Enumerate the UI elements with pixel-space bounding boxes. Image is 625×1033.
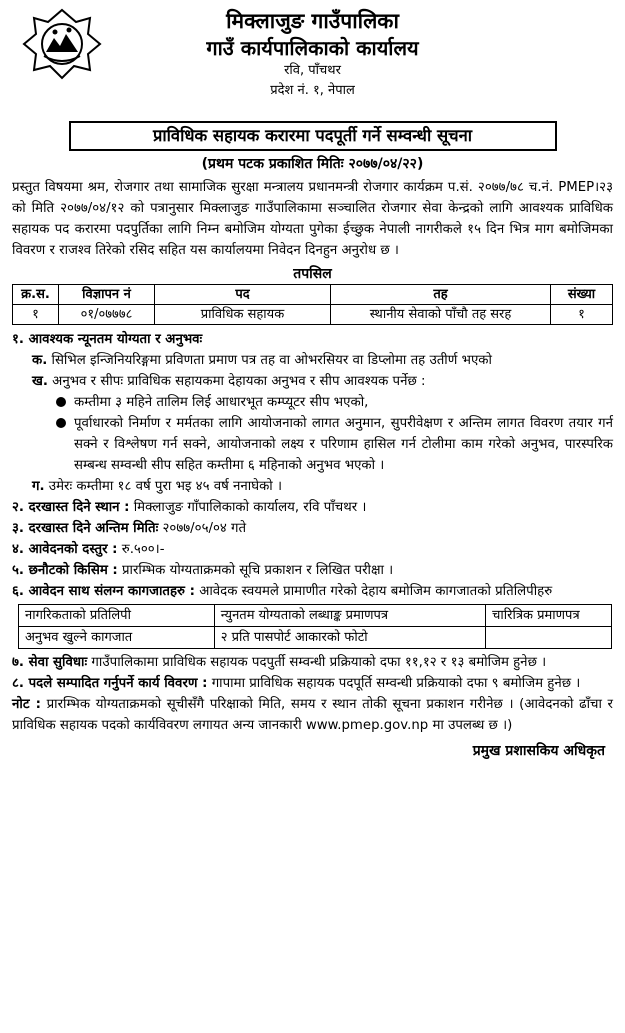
section-selection — [12, 560, 613, 581]
section-2-label: २. दरखास्त दिने स्थान : — [12, 500, 130, 515]
item-label-kha: ख. — [32, 374, 48, 389]
cell-serial: १ — [13, 305, 59, 325]
section-6-text: आवेदक स्वयमले प्रामाणीत गरेको देहाय बमोजिम कागजातको प्रतिलिपीहरु — [199, 584, 553, 599]
section-1-title: १. आवश्यक न्यूनतम योग्यता र अनुभवः — [12, 332, 203, 347]
col-serial: क्र.स. — [13, 285, 59, 305]
section-8-label: ८. पदले सम्पादित गर्नुपर्ने कार्य विवरण : — [12, 676, 208, 691]
bullet-icon — [56, 397, 66, 407]
section-application-place — [12, 497, 613, 518]
section-documents — [12, 581, 613, 602]
org-name: मिक्लाजुङ गाउँपालिका — [226, 9, 399, 33]
section-5-text: प्रारम्भिक योग्यताक्रमको सूचि प्रकाशन र लिखित परीक्षा । — [121, 563, 394, 578]
office-location: रवि, पाँचथर — [284, 63, 341, 78]
note — [12, 694, 613, 736]
documents-table — [18, 604, 612, 649]
doc-cell: २ प्रति पासपोर्ट आकारको फोटो — [214, 627, 485, 649]
cell-count: १ — [551, 305, 613, 325]
section-3-label: ३. दरखास्त दिने अन्तिम मितिः — [12, 521, 159, 536]
item-label-ga: ग. — [32, 479, 45, 494]
vacancy-table-header — [13, 285, 613, 305]
section-5-label: ५. छनौटको किसिम : — [12, 563, 118, 578]
item-text-ka: सिभिल इन्जिनियरिङ्गमा प्रविणता प्रमाण पत्र तह वा ओभरसियर वा डिप्लोमा तह उतीर्ण भएको — [51, 353, 492, 368]
signatory-title: प्रमुख प्रशासकिय अधिकृत — [472, 743, 605, 759]
col-post: पद — [155, 285, 331, 305]
section-2-text: मिक्लाजुङ गाँपालिकाको कार्यालय, रवि पाँचथर । — [133, 500, 367, 515]
section-7-text: गाउँपालिकामा प्राविधिक सहायक पदपुर्ती सम्वन्धी प्रक्रियाको दफा ११,१२ र १३ बमोजिम हुनेछ । — [91, 655, 547, 670]
notice-title: प्राविधिक सहायक करारमा पदपूर्ती गर्ने सम्वन्धी सूचना — [69, 121, 557, 151]
doc-cell — [486, 627, 612, 649]
doc-cell: नागरिकताको प्रतिलिपी — [19, 605, 215, 627]
note-text: प्रारम्भिक योग्यताक्रमको सूचीसँगै परिक्षाको मिति, समय र स्थान तोकी सूचना प्रकाशन गरीनेछ । (आवेदनको ढाँचा र प्राविधिक सहायक पदको कार्यविवरण लगायत अन्य जानकारी www.pmep.gov.np मा उपलब्ध छ ।) — [12, 697, 613, 733]
section-7-label: ७. सेवा सुविधाः — [12, 655, 88, 670]
cell-ad-number: ०१/०७७७८ — [59, 305, 155, 325]
col-level: तह — [331, 285, 551, 305]
doc-cell: चारित्रिक प्रमाणपत्र — [486, 605, 612, 627]
doc-cell: न्युनतम योग्यताको लब्धाङ्क प्रमाणपत्र — [214, 605, 485, 627]
intro-paragraph: प्रस्तुत विषयमा श्रम, रोजगार तथा सामाजिक सुरक्षा मन्त्रालय प्रधानमन्त्री रोजगार कार्यक्रम प.सं. २०७७/७८ च.नं. PMEP।२३ को मिति २०७७/०४/१२ को पत्रानुसार मिक्लाजुङ गाउँपालिकामा सञ्चालित रोजगार सेवा केन्द्रको लागि आवश्यक प्राविधिक सहायक पद करारमा पदपुर्तिका लागि निम्न बमोजिम योग्यता पुगेका ईच्छुक नेपाली नागरीकले १५ दिन भित्र माग बमोजिमका विवरण र राजश्व तिरेको रसिद सहित यस कार्यालयमा निवेदन दिनहुन अनुरोध छ । — [12, 180, 613, 258]
office-province: प्रदेश नं. १, नेपाल — [270, 83, 355, 98]
qualification-kha — [12, 371, 613, 392]
qualification-ga — [12, 476, 613, 497]
table-row — [13, 305, 613, 325]
table-row — [19, 605, 612, 627]
section-qualification — [12, 329, 613, 497]
section-4-text: रु.५००।- — [121, 542, 165, 557]
office-name: गाउँ कार्यपालिकाको कार्यालय — [206, 36, 419, 60]
section-8-text: गापामा प्राविधिक सहायक पदपूर्ति सम्वन्धी प्रक्रियाको दफा ९ बमोजिम हुनेछ । — [211, 676, 581, 691]
note-label: नोट : — [12, 697, 41, 712]
section-deadline — [12, 518, 613, 539]
item-text-kha: अनुभव र सीपः प्राविधिक सहायकमा देहायका अनुभव र सीप आवश्यक पर्नेछ : — [52, 374, 426, 389]
list-item — [12, 392, 613, 413]
bullet-icon — [56, 418, 66, 428]
publish-date: (प्रथम पटक प्रकाशित मितिः २०७७/०४/२२) — [201, 156, 424, 172]
section-benefits — [12, 652, 613, 673]
item-text-ga: उमेरः कम्तीमा १८ वर्ष पुरा भइ ४५ वर्ष ननाघेको । — [48, 479, 283, 494]
section-3-text: २०७७/०५/०४ गते — [162, 521, 247, 536]
col-count: संख्या — [551, 285, 613, 305]
table-row — [19, 627, 612, 649]
col-ad-number: विज्ञापन नं — [59, 285, 155, 305]
vacancy-table — [12, 284, 613, 325]
list-item — [12, 413, 613, 476]
bullet-text-1: कम्तीमा ३ महिने तालिम लिई आधारभूत कम्प्यूटर सीप भएको, — [74, 395, 369, 410]
section-job-description — [12, 673, 613, 694]
table-label: तपसिल — [293, 266, 332, 282]
qualification-ka — [12, 350, 613, 371]
nepal-emblem-icon — [20, 8, 104, 80]
bullet-text-2: पूर्वाधारको निर्माण र मर्मतका लागि आयोजनाको लागत अनुमान, सुपरीवेक्षण र अन्तिम लागत विवरण तयार गर्न सक्ने र विश्लेषण गर्न सक्ने, आयोजनाको लक्ष्य र परिणाम हासिल गर्न टोलीमा काम गरेको अनुभव, पारस्परिक सम्बन्ध सम्वन्धी सीप सहित कम्तीमा ६ महिनाको अनुभव भएको । — [74, 416, 613, 473]
item-label-ka: क. — [32, 353, 48, 368]
doc-cell: अनुभव खुल्ने कागजात — [19, 627, 215, 649]
cell-post: प्राविधिक सहायक — [155, 305, 331, 325]
section-4-label: ४. आवेदनको दस्तुर : — [12, 542, 118, 557]
section-fee — [12, 539, 613, 560]
cell-level: स्थानीय सेवाको पाँचौ तह सरह — [331, 305, 551, 325]
letterhead — [12, 8, 613, 118]
section-6-label: ६. आवेदन साथ संलग्न कागजातहरु : — [12, 584, 195, 599]
